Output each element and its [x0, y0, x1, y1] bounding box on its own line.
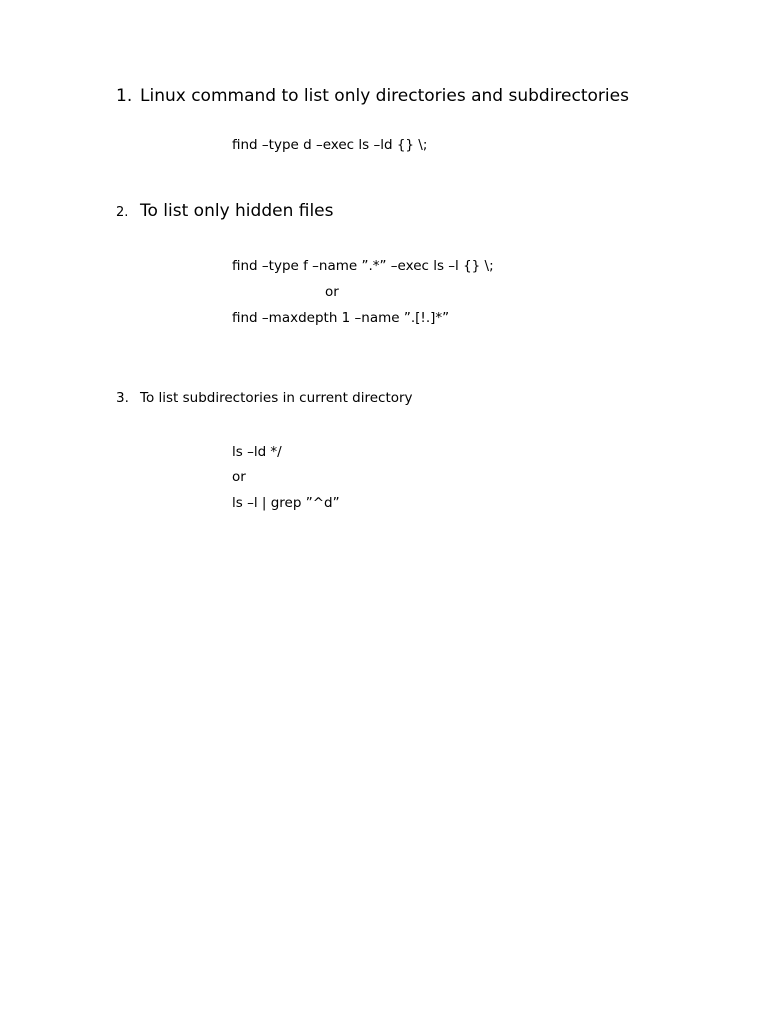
section-2-or: or [325, 284, 339, 300]
section-1-heading: Linux command to list only directories and subdirectories [140, 86, 629, 106]
section-3-or: or [232, 469, 246, 485]
section-2-command-1: find –type f –name ”.*” –exec ls –l {} \; [232, 258, 494, 274]
section-2-command-2: find –maxdepth 1 –name ”.[!.]*” [232, 310, 450, 326]
section-2-heading: To list only hidden files [140, 201, 334, 221]
section-3-command-2: ls –l | grep ”^d” [232, 495, 340, 511]
section-3-number: 3. [116, 390, 129, 406]
section-2-number: 2. [116, 205, 129, 220]
section-3-heading: To list subdirectories in current directory [140, 390, 413, 406]
section-1-number: 1. [116, 86, 133, 106]
section-3-command-1: ls –ld */ [232, 444, 282, 460]
section-1-command: find –type d –exec ls –ld {} \; [232, 137, 428, 153]
